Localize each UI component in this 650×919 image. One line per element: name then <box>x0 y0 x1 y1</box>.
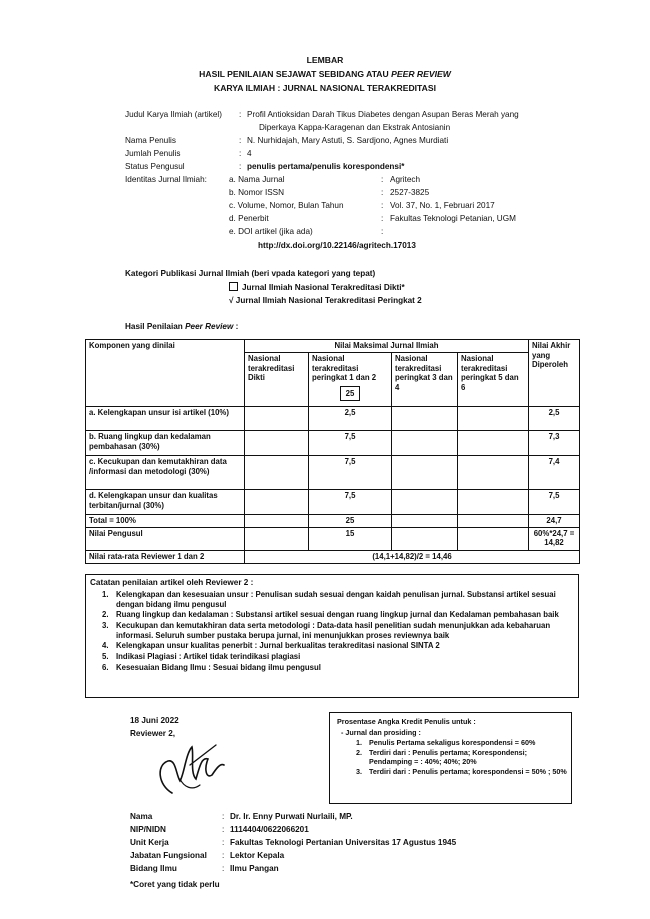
hasil-title-italic: Peer Review <box>185 322 234 331</box>
row-a-label: a. Kelengkapan unsur isi artikel (10%) <box>86 407 245 431</box>
pengusul-p56 <box>458 527 529 550</box>
table-row <box>86 527 580 550</box>
volume-label: c. Volume, Nomor, Bulan Tahun <box>229 201 344 210</box>
reviewer-bidang-value: Ilmu Pangan <box>230 864 279 873</box>
row-d-p34 <box>392 490 458 515</box>
hasil-title-prefix: Hasil Penilaian <box>125 322 186 331</box>
row-d-label: d. Kelengkapan unsur dan kualitas terbitan/jurnal (30%) <box>86 490 245 515</box>
volume-value: Vol. 37, No. 1, Februari 2017 <box>390 201 495 210</box>
table-row <box>86 515 580 528</box>
journal-name-value: Agritech <box>390 175 421 184</box>
list-item <box>102 621 572 640</box>
total-max: 25 <box>309 515 392 528</box>
rata-rata-label: Nilai rata-rata Reviewer 1 dan 2 <box>86 550 245 563</box>
kategori-option-peringkat-2[interactable] <box>229 296 422 306</box>
list-item <box>356 738 568 747</box>
header-line-3: KARYA ILMIAH : JURNAL NASIONAL TERAKREDITASI <box>213 83 436 93</box>
status-value: penulis pertama/penulis korespondensi* <box>247 162 405 171</box>
total-p56 <box>458 515 529 528</box>
total-p34 <box>392 515 458 528</box>
row-a-dikti <box>245 407 309 431</box>
jumlah-value: 4 <box>247 149 252 158</box>
row-d-dikti <box>245 490 309 515</box>
jumlah-label: Jumlah Penulis <box>125 149 181 158</box>
row-a-max: 2,5 <box>309 407 392 431</box>
header-nilai-maksimal: Nilai Maksimal Jurnal Ilmiah <box>245 340 529 353</box>
row-d-score: 7,5 <box>529 490 580 515</box>
checkmark-icon: √ <box>229 296 234 305</box>
journal-name-label: a. Nama Jurnal <box>229 175 285 184</box>
list-item <box>356 748 568 766</box>
kategori-option-dikti[interactable] <box>229 282 405 293</box>
handwritten-signature <box>150 735 260 801</box>
pengusul-p34 <box>392 527 458 550</box>
note-number: 3. <box>102 620 109 630</box>
signature-role: Reviewer 2, <box>130 729 176 738</box>
doi-colon: : <box>381 227 384 236</box>
review-score-table <box>85 339 580 564</box>
pengusul-dikti <box>245 527 309 550</box>
list-item <box>102 641 572 651</box>
judul-value-2: Diperkaya Kappa-Karagenan dan Ekstrak Antosianin <box>259 123 451 132</box>
row-a-p34 <box>392 407 458 431</box>
judul-colon: : <box>239 110 242 119</box>
doi-label: e. DOI artikel (jika ada) <box>229 227 313 236</box>
issn-label: b. Nomor ISSN <box>229 188 285 197</box>
kategori-option-peringkat-2-label: Jurnal Ilmiah Nasional Terakreditasi Peringkat 2 <box>235 296 422 305</box>
note-number: 6. <box>102 662 109 672</box>
issn-value: 2527-3825 <box>390 188 430 197</box>
status-colon: : <box>239 162 242 171</box>
header-dikti: Nasional terakreditasi Dikti <box>245 353 309 407</box>
reviewer-bidang-colon: : <box>222 864 225 873</box>
row-b-score: 7,3 <box>529 431 580 456</box>
table-row <box>86 550 580 563</box>
note-text: Ruang lingkup dan kedalaman : Substansi artikel sesuai dengan ruang lingkup jurnal dan Kedalaman pembahasan baik <box>116 610 559 620</box>
reviewer-unit-value: Fakultas Teknologi Pertanian Universitas 17 Agustus 1945 <box>230 838 457 847</box>
row-d-max: 7,5 <box>309 490 392 515</box>
row-a-score: 2,5 <box>529 407 580 431</box>
total-label: Total = 100% <box>86 515 245 528</box>
header-peringkat-1-2-text: Nasional terakreditasi peringkat 1 dan 2 <box>312 354 377 382</box>
note-text: Kelengkapan dan kesesuaian unsur : Penulisan sudah sesuai dengan kaidah penulisan jurnal. Substansi artikel sesuai dengan bidang ilmu pengusul <box>116 590 556 609</box>
prosentase-text: Terdiri dari : Penulis pertama; korespondensi = 50% ; 50% <box>369 767 567 776</box>
signature-date: 18 Juni 2022 <box>130 716 179 725</box>
header-peringkat-3-4: Nasional terakreditasi peringkat 3 dan 4 <box>392 353 458 407</box>
note-text: Kesesuaian Bidang Ilmu : Sesuai bidang ilmu pengusul <box>116 662 321 672</box>
reviewer-jabatan-value: Lektor Kepala <box>230 851 285 860</box>
row-d-p56 <box>458 490 529 515</box>
table-row <box>86 407 580 431</box>
header-line-2-italic: PEER REVIEW <box>391 69 451 79</box>
note-number: 1. <box>102 590 109 599</box>
total-score: 24,7 <box>529 515 580 528</box>
row-c-dikti <box>245 456 309 490</box>
penerbit-value: Fakultas Teknologi Petanian, UGM <box>390 214 516 223</box>
reviewer-unit-colon: : <box>222 838 225 847</box>
checkbox-empty-icon[interactable] <box>229 282 238 291</box>
note-number: 2. <box>102 610 109 620</box>
issn-colon: : <box>381 188 384 197</box>
prosentase-text: Terdiri dari : Penulis pertama; Korespondensi; Pendamping = : 40%; 40%; 20% <box>369 748 528 766</box>
row-c-max: 7,5 <box>309 456 392 490</box>
status-label: Status Pengusul <box>125 162 185 171</box>
prosentase-title: Prosentase Angka Kredit Penulis untuk : <box>337 717 476 726</box>
list-item <box>102 610 572 620</box>
prosentase-text: Penulis Pertama sekaligus korespondensi = 60% <box>369 738 536 747</box>
note-text: Kelengkapan unsur kualitas penerbit : Jurnal berkualitas terakreditasi nasional SINTA 2 <box>116 641 440 651</box>
reviewer-unit-label: Unit Kerja <box>130 838 169 847</box>
row-b-label: b. Ruang lingkup dan kedalaman pembahasan (30%) <box>86 431 245 456</box>
prosentase-list <box>356 738 568 777</box>
doi-link[interactable]: http://dx.doi.org/10.22146/agritech.17013 <box>258 241 416 250</box>
note-number: 4. <box>102 641 109 651</box>
prosentase-box <box>329 712 572 804</box>
pengusul-score: 60%*24,7 = 14,82 <box>529 527 580 550</box>
list-item <box>102 652 572 662</box>
notes-title: Catatan penilaian artikel oleh Reviewer 2 : <box>90 578 254 587</box>
reviewer-nama-value: Dr. Ir. Enny Purwati Nurlaili, MP. <box>230 812 353 821</box>
reviewer-bidang-label: Bidang Ilmu <box>130 864 177 873</box>
header-komponen: Komponen yang dinilai <box>86 340 245 407</box>
table-row <box>86 490 580 515</box>
list-item <box>356 767 568 776</box>
row-b-p56 <box>458 431 529 456</box>
hasil-title <box>125 322 238 332</box>
prosentase-number: 1. <box>356 738 362 747</box>
identitas-label: Identitas Jurnal Ilmiah: <box>125 175 207 184</box>
pengusul-label: Nilai Pengusul <box>86 527 245 550</box>
table-row <box>86 456 580 490</box>
row-c-p56 <box>458 456 529 490</box>
row-b-max: 7,5 <box>309 431 392 456</box>
penulis-colon: : <box>239 136 242 145</box>
judul-label: Judul Karya Ilmiah (artikel) <box>125 110 222 119</box>
note-number: 5. <box>102 651 109 661</box>
header-line-1: LEMBAR <box>306 55 344 65</box>
table-row <box>86 431 580 456</box>
penerbit-label: d. Penerbit <box>229 214 269 223</box>
penulis-value: N. Nurhidajah, Mary Astuti, S. Sardjono, Agnes Murdiati <box>247 136 449 145</box>
reviewer-nama-label: Nama <box>130 812 153 821</box>
volume-colon: : <box>381 201 384 210</box>
jumlah-colon: : <box>239 149 242 158</box>
kategori-title: Kategori Publikasi Jurnal Ilmiah (beri vpada kategori yang tepat) <box>125 269 376 278</box>
header-line-2 <box>0 69 650 80</box>
list-item <box>102 590 572 609</box>
reviewer-notes-box <box>85 574 579 698</box>
penulis-label: Nama Penulis <box>125 136 176 145</box>
row-c-label: c. Kecukupan dan kemutakhiran data /informasi dan metodologi (30%) <box>86 456 245 490</box>
list-item <box>102 663 572 673</box>
prosentase-sub: - Jurnal dan prosiding : <box>341 728 421 737</box>
header-nilai-akhir: Nilai Akhir yang Diperoleh <box>529 340 580 407</box>
reviewer-jabatan-colon: : <box>222 851 225 860</box>
note-text: Kecukupan dan kemutakhiran data serta metodologi : Data-data hasil penelitian sudah menunjukkan ada kebaharuan informasi. Seluruh sumber pustaka berupa jurnal, ini menunjukkan proses reviewnya baik <box>116 620 551 640</box>
journal-name-colon: : <box>381 175 384 184</box>
header-peringkat-1-2 <box>309 353 392 407</box>
rata-rata-value: (14,1+14,82)/2 = 14,46 <box>245 550 580 563</box>
hasil-title-suffix: : <box>233 322 239 331</box>
row-c-score: 7,4 <box>529 456 580 490</box>
kategori-option-dikti-label: Jurnal Ilmiah Nasional Terakreditasi Dikti* <box>242 283 405 292</box>
penerbit-colon: : <box>381 214 384 223</box>
row-b-p34 <box>392 431 458 456</box>
judul-value-1: Profil Antioksidan Darah Tikus Diabetes dengan Asupan Beras Merah yang <box>247 110 519 119</box>
reviewer-nip-colon: : <box>222 825 225 834</box>
total-dikti <box>245 515 309 528</box>
reviewer-nama-colon: : <box>222 812 225 821</box>
header-line-2-text: HASIL PENILAIAN SEJAWAT SEBIDANG ATAU <box>199 69 392 79</box>
footnote: *Coret yang tidak perlu <box>130 880 220 889</box>
note-text: Indikasi Plagiasi : Artikel tidak terindikasi plagiasi <box>116 651 301 661</box>
prosentase-number: 2. <box>356 748 362 757</box>
reviewer-nip-label: NIP/NIDN <box>130 825 166 834</box>
header-peringkat-5-6: Nasional terakreditasi peringkat 5 dan 6 <box>458 353 529 407</box>
row-c-p34 <box>392 456 458 490</box>
notes-list <box>102 590 572 673</box>
reviewer-nip-value: 1114404/0622066201 <box>230 825 309 834</box>
prosentase-number: 3. <box>356 767 362 776</box>
row-b-dikti <box>245 431 309 456</box>
pengusul-max: 15 <box>309 527 392 550</box>
max-score-box: 25 <box>340 386 361 402</box>
reviewer-jabatan-label: Jabatan Fungsional <box>130 851 207 860</box>
row-a-p56 <box>458 407 529 431</box>
